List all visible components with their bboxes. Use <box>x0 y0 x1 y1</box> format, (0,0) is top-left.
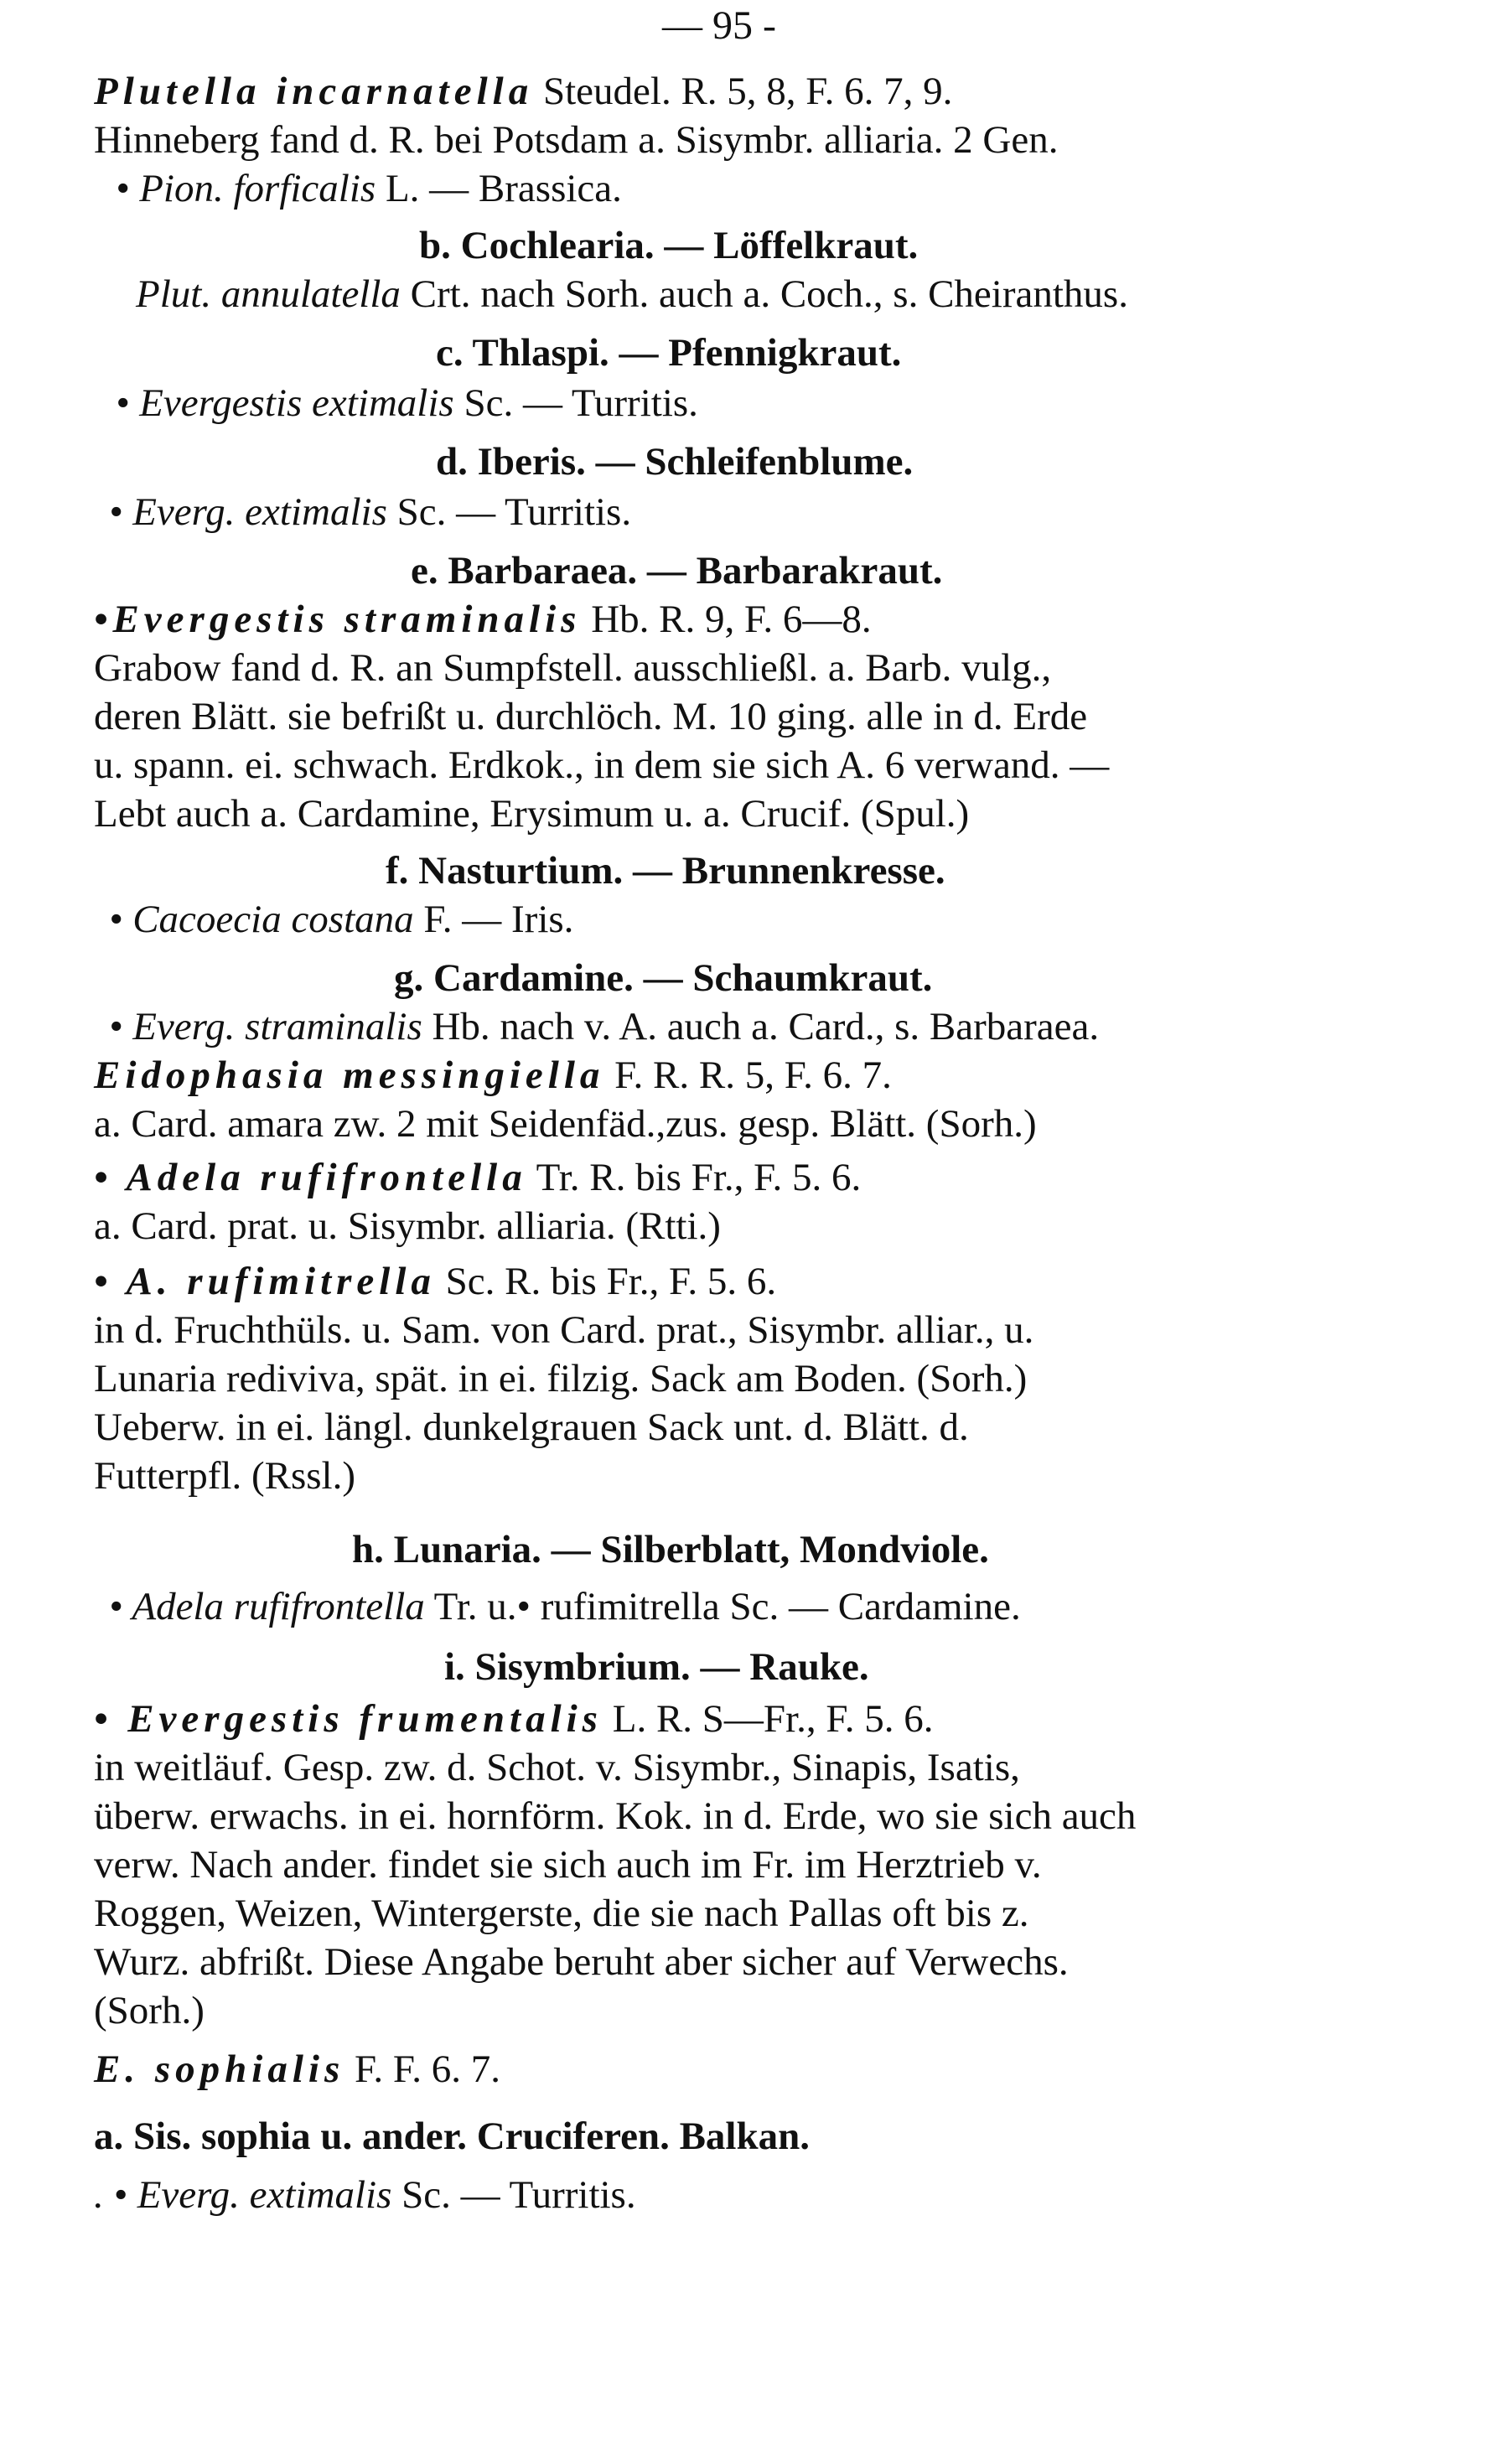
species-name: • Evergestis frumentalis <box>94 1697 603 1741</box>
heading-text: g. Cardamine. — Schaumkraut. <box>394 956 933 1000</box>
text-line <box>94 1452 355 1500</box>
section-heading <box>436 437 913 486</box>
text-line <box>94 741 1109 789</box>
heading-text: h. Lunaria. — Silberblatt, Mondviole. <box>352 1528 989 1571</box>
section-heading <box>444 1643 869 1691</box>
line-text: in d. Fruchthüls. u. Sam. von Card. prat., Sisymbr. alliar., u. <box>94 1308 1034 1352</box>
line-text: a. Card. amara zw. 2 mit Seidenfäd.,zus. gesp. Blätt. (Sorh.) <box>94 1102 1037 1146</box>
text-line <box>94 1202 721 1250</box>
line-text: Tr. R. bis Fr., F. 5. 6. <box>526 1156 862 1199</box>
line-text: Lunaria rediviva, spät. in ei. filzig. Sack am Boden. (Sorh.) <box>94 1357 1028 1400</box>
section-heading <box>436 329 901 377</box>
text-line <box>94 1986 205 2035</box>
text-line <box>116 379 698 427</box>
line-text: Sc. — Turritis. <box>391 2173 636 2217</box>
species-name: E. sophialis <box>94 2047 345 2091</box>
text-line <box>116 164 622 213</box>
species-name: Plut. annulatella <box>136 272 401 316</box>
section-heading <box>386 846 945 895</box>
text-line <box>94 644 1051 692</box>
heading-text: i. Sisymbrium. — Rauke. <box>444 1645 869 1689</box>
text-line <box>94 67 952 116</box>
line-text: in weitläuf. Gesp. zw. d. Schot. v. Sisymbr., Sinapis, Isatis, <box>94 1746 1020 1789</box>
line-text: Wurz. abfrißt. Diese Angabe beruht aber sicher auf Verwechs. <box>94 1940 1069 1984</box>
line-text: Crt. nach Sorh. auch a. Coch., s. Cheiranthus. <box>400 272 1128 316</box>
species-name: • Everg. straminalis <box>109 1005 422 1048</box>
heading-text: c. Thlaspi. — Pfennigkraut. <box>436 331 902 375</box>
line-text: a. Card. prat. u. Sisymbr. alliaria. (Rtti.) <box>94 1204 721 1248</box>
text-line <box>94 2171 636 2219</box>
text-line <box>94 1153 861 1202</box>
line-text: u. spann. ei. schwach. Erdkok., in dem sie sich A. 6 verwand. — <box>94 743 1110 787</box>
line-text: verw. Nach ander. findet sie sich auch im Fr. im Herztrieb v. <box>94 1843 1042 1887</box>
heading-text: d. Iberis. — Schleifenblume. <box>436 440 914 484</box>
text-line <box>94 1695 934 1743</box>
line-text: Roggen, Weizen, Wintergerste, die sie nach Pallas oft bis z. <box>94 1892 1029 1935</box>
text-line <box>94 1051 892 1100</box>
species-name: • A. rufimitrella <box>94 1260 436 1303</box>
text-line <box>94 1306 1033 1354</box>
line-text: Sc. — Turritis. <box>453 381 698 425</box>
text-line <box>94 595 872 644</box>
line-text: Lebt auch a. Cardamine, Erysimum u. a. Crucif. (Spul.) <box>94 792 970 836</box>
line-text: (Sorh.) <box>94 1989 205 2032</box>
text-line <box>94 1257 776 1306</box>
line-text: Hb. nach v. A. auch a. Card., s. Barbaraea. <box>422 1005 1100 1048</box>
line-text: L. R. S—Fr., F. 5. 6. <box>602 1697 934 1741</box>
line-text: L. — Brassica. <box>376 167 622 210</box>
text-line <box>94 789 969 838</box>
line-text: Ueberw. in ei. längl. dunkelgrauen Sack unt. d. Blätt. d. <box>94 1405 969 1449</box>
species-name: • Evergestis extimalis <box>116 381 454 425</box>
text-line <box>94 1100 1037 1148</box>
species-name: •Evergestis straminalis <box>94 598 582 641</box>
species-name: • Cacoecia costana <box>109 898 414 941</box>
text-line <box>94 116 1058 164</box>
line-text: Hinneberg fand d. R. bei Potsdam a. Sisymbr. alliaria. 2 Gen. <box>94 118 1059 162</box>
text-line <box>94 1889 1029 1938</box>
species-name: . • Everg. extimalis <box>94 2173 392 2217</box>
text-line <box>109 895 573 944</box>
text-line <box>94 1354 1027 1403</box>
page-number: — 95 - <box>662 3 776 48</box>
line-text: Sc. R. bis Fr., F. 5. 6. <box>435 1260 777 1303</box>
species-name: Eidophasia messingiella <box>94 1053 605 1097</box>
heading-text: f. Nasturtium. — Brunnenkresse. <box>386 849 945 893</box>
section-heading <box>411 546 942 595</box>
text-line <box>109 1002 1099 1051</box>
line-text: deren Blätt. sie befrißt u. durchlöch. M. 10 ging. alle in d. Erde <box>94 695 1088 738</box>
section-heading <box>394 954 932 1002</box>
line-text: Grabow fand d. R. an Sumpfstell. ausschließl. a. Barb. vulg., <box>94 646 1052 690</box>
line-text: Hb. R. 9, F. 6—8. <box>581 598 872 641</box>
line-text: F. — Iris. <box>413 898 574 941</box>
section-heading <box>352 1525 989 1574</box>
line-text: a. Sis. sophia u. ander. Cruciferen. Balkan. <box>94 2115 811 2158</box>
text-line <box>94 2112 810 2161</box>
species-name: • Adela rufifrontella <box>94 1156 527 1199</box>
text-line <box>109 488 631 536</box>
line-text: überw. erwachs. in ei. hornförm. Kok. in d. Erde, wo sie sich auch <box>94 1794 1137 1838</box>
line-text: Futterpfl. (Rssl.) <box>94 1454 356 1498</box>
line-text: F. F. 6. 7. <box>344 2047 501 2091</box>
text-line <box>94 1792 1136 1840</box>
line-text: Tr. u.• rufimitrella Sc. — Cardamine. <box>424 1585 1021 1628</box>
line-text: Steudel. R. 5, 8, F. 6. 7, 9. <box>533 70 953 113</box>
heading-text: b. Cochlearia. — Löffelkraut. <box>419 224 919 267</box>
text-line <box>94 1840 1042 1889</box>
text-line <box>94 692 1087 741</box>
line-text: Sc. — Turritis. <box>386 490 632 534</box>
line-text: F. R. R. 5, F. 6. 7. <box>604 1053 892 1097</box>
heading-text: e. Barbaraea. — Barbarakraut. <box>411 549 943 593</box>
text-line <box>94 1938 1069 1986</box>
text-line <box>109 1582 1021 1631</box>
species-name: Plutella incarnatella <box>94 70 534 113</box>
text-line <box>94 2045 500 2094</box>
species-name: • Adela rufifrontella <box>109 1585 425 1628</box>
species-name: • Everg. extimalis <box>109 490 387 534</box>
text-line <box>136 270 1128 318</box>
text-line <box>94 1403 969 1452</box>
text-line <box>94 1743 1020 1792</box>
section-heading <box>419 221 918 270</box>
species-name: • Pion. forficalis <box>116 167 376 210</box>
